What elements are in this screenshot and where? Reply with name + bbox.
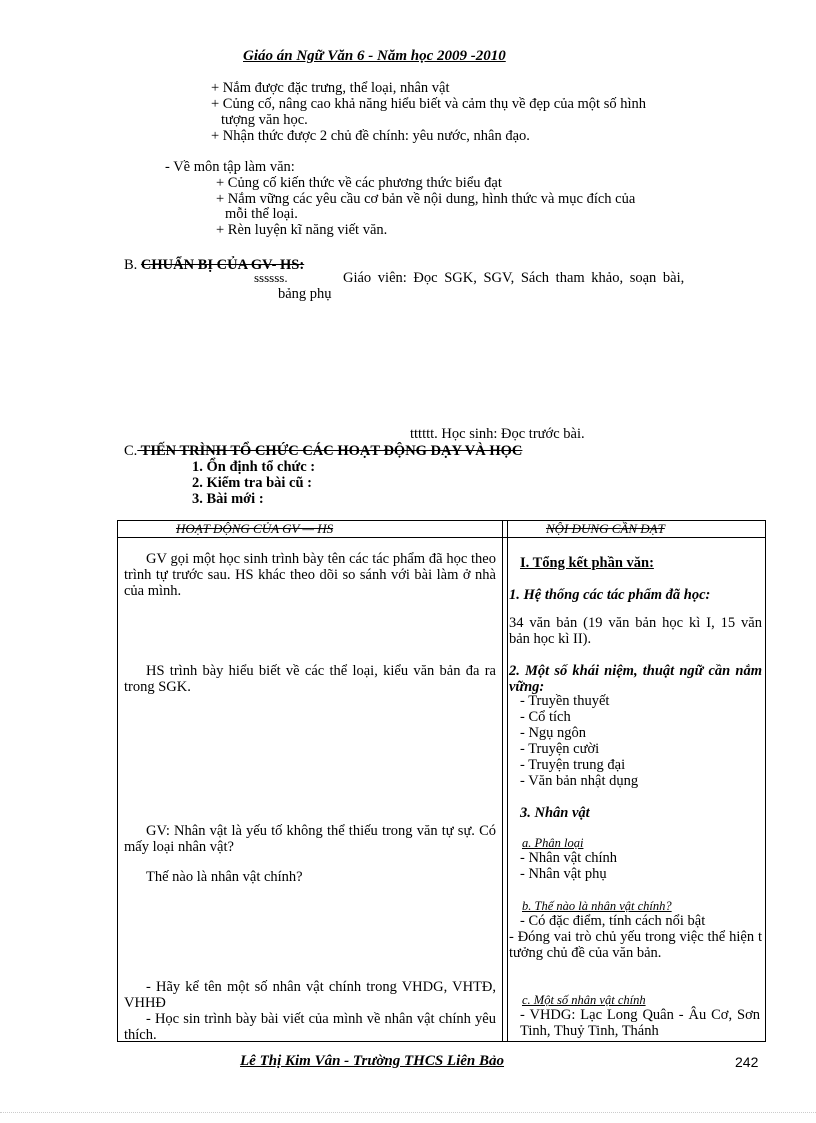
left-paragraph: HS trình bày hiểu biết về các thể loại, kiểu văn bản đa ra trong SGK.	[124, 663, 496, 695]
intro-line: + Nhận thức được 2 chủ đề chính: yêu nước, nhân đạo.	[211, 128, 530, 144]
left-paragraph: - Học sin trình bày bài viết của mình về nhân vật chính yêu thích.	[124, 1011, 496, 1043]
teacher-marker: ssssss.	[254, 270, 288, 285]
right-heading-4: 3. Nhân vật	[520, 805, 590, 821]
section-c-title: TIẾN TRÌNH TỔ CHỨC CÁC HOẠT ĐỘNG DẠY VÀ HỌC	[137, 443, 523, 459]
intro-line: tượng văn học.	[221, 112, 308, 128]
page-footer: Lê Thị Kim Vân - Trường THCS Liên Bảo	[240, 1053, 505, 1069]
tlv-line: + Nắm vững các yêu cầu cơ bản về nội dung, hình thức và mục đích của	[216, 191, 636, 207]
character-type: - Nhân vật phụ	[520, 866, 607, 882]
tlv-line: mỗi thể loại.	[225, 206, 298, 222]
page-number: 242	[735, 1054, 759, 1070]
subheading-b: b. Thế nào là nhân vật chính?	[522, 899, 672, 913]
term-item: - Truyện cười	[520, 741, 600, 757]
student-prep: tttttt. Học sinh: Đọc trước bài.	[410, 426, 585, 442]
right-heading-2: 1. Hệ thống các tác phẩm đã học:	[509, 587, 711, 603]
left-paragraph: GV: Nhân vật là yếu tố không thể thiếu trong văn tự sự. Có mấy loại nhân vật?	[124, 823, 496, 855]
section-b-label: B.	[124, 257, 138, 273]
right-heading-3: 2. Một số khái niệm, thuật ngữ cần nắm vững:	[509, 663, 762, 695]
header-divider	[118, 537, 765, 538]
intro-line: + Củng cố, nâng cao khả năng hiểu biết và cảm thụ về đẹp của một số hình	[211, 96, 647, 112]
term-item: - Văn bản nhật dụng	[520, 773, 639, 789]
subheading-a: a. Phân loại	[522, 836, 584, 850]
section-b-title: CHUẨN BỊ CỦA GV- HS:	[140, 257, 305, 273]
section-c-label: C.	[124, 443, 138, 459]
column-divider	[502, 521, 503, 1041]
left-paragraph: GV gọi một học sinh trình bày tên các tác phẩm đã học theo trình tự trước sau. HS khác theo dõi so sánh với bài làm ở nhà của mình.	[124, 551, 496, 599]
right-text: - Đóng vai trò chủ yếu trong việc thể hiện t tưởng chủ đề của văn bản.	[509, 929, 762, 961]
term-item: - Cổ tích	[520, 709, 571, 725]
teacher-prep-line2: bảng phụ	[278, 286, 332, 302]
teacher-prep-line: Giáo viên: Đọc SGK, SGV, Sách tham khảo, soạn bài,	[343, 270, 685, 286]
lesson-table	[117, 520, 766, 1042]
col-header-content: NỘI DUNG CẦN ĐẠT	[546, 521, 665, 536]
step-item: 2. Kiểm tra bài cũ :	[192, 475, 313, 491]
term-item: - Truyện trung đại	[520, 757, 626, 773]
left-paragraph: Thế nào là nhân vật chính?	[146, 869, 303, 885]
right-text: - Có đặc điểm, tính cách nổi bật	[520, 913, 706, 929]
section-c-heading	[124, 443, 522, 460]
term-item: - Truyền thuyết	[520, 693, 610, 709]
step-item: 3. Bài mới :	[192, 491, 264, 507]
left-paragraph: - Hãy kể tên một số nhân vật chính trong VHDG, VHTĐ, VHHĐ	[124, 979, 496, 1011]
character-type: - Nhân vật chính	[520, 850, 618, 866]
tlv-line: + Rèn luyện kĩ năng viết văn.	[216, 222, 388, 238]
subheading-c: c. Một số nhân vật chính	[522, 993, 646, 1007]
page-edge-line	[0, 1112, 816, 1113]
right-text: 34 văn bản (19 văn bản học kì I, 15 văn bản học kì II).	[509, 615, 762, 647]
intro-line: + Nắm được đặc trưng, thể loại, nhân vật	[211, 80, 450, 96]
tlv-line: + Củng cố kiến thức về các phương thức biểu đạt	[216, 175, 502, 191]
col-header-activities: HOẠT ĐỘNG CỦA GV — HS	[176, 521, 334, 536]
right-heading-1: I. Tổng kết phần văn:	[520, 555, 654, 571]
term-item: - Ngụ ngôn	[520, 725, 587, 741]
page-header: Giáo án Ngữ Văn 6 - Năm học 2009 -2010	[243, 48, 506, 64]
column-divider	[507, 521, 508, 1041]
tlv-title: - Về môn tập làm văn:	[165, 159, 295, 175]
right-text: - VHDG: Lạc Long Quân - Âu Cơ, Sơn Tinh, Thuỷ Tinh, Thánh	[520, 1007, 760, 1039]
step-item: 1. Ổn định tổ chức :	[192, 459, 316, 475]
